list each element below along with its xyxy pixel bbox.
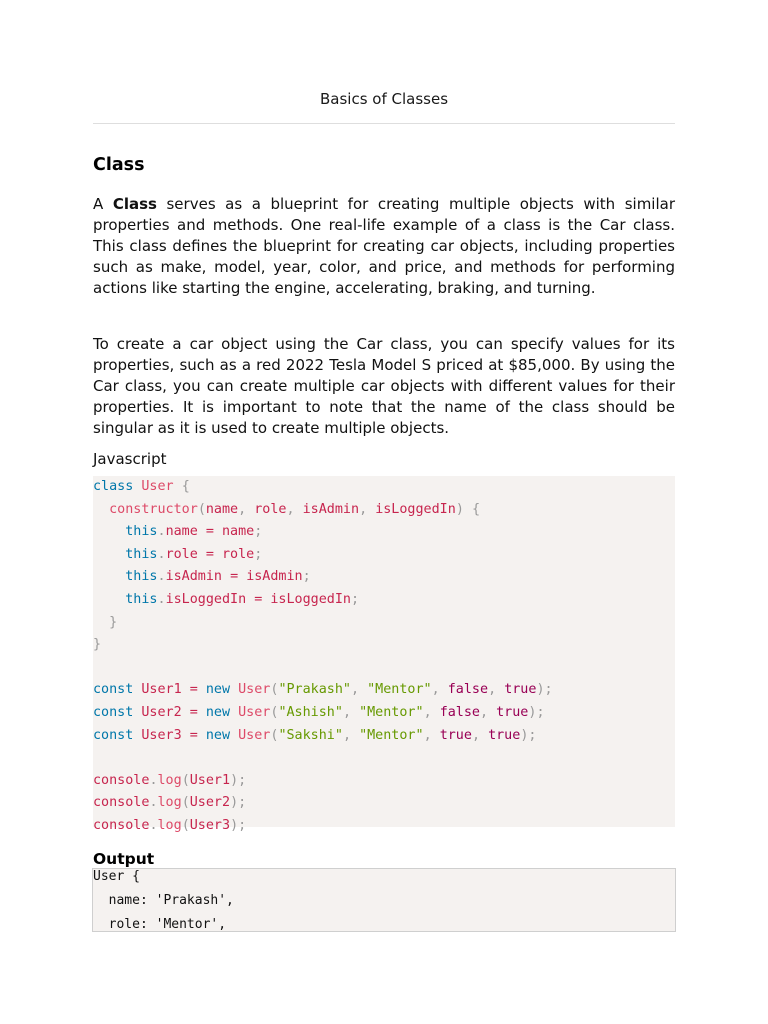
document-title: Basics of Classes — [319, 90, 449, 108]
code-line: console.log(User2); — [93, 795, 247, 811]
code-line: this.isAdmin = isAdmin; — [125, 569, 311, 585]
code-line: } — [109, 614, 118, 630]
output-line: name: 'Prakash', — [93, 893, 234, 908]
intro-bold-term: Class — [112, 195, 157, 213]
code-line: const User3 = new User("Sakshi", "Mentor", true, true); — [93, 727, 537, 743]
code-language-label: Javascript — [93, 450, 167, 468]
code-line: } — [93, 637, 102, 653]
code-line: console.log(User3); — [93, 817, 247, 833]
code-line: class User { — [93, 479, 190, 494]
output-block — [92, 868, 676, 932]
output-line: User { — [93, 869, 140, 884]
car-example-paragraph: To create a car object using the Car class, you can specify values for its properties, such as a red 2022 Tesla Model S priced at $85,000. By using the Car class, you can create multiple car objects with different values for their properties. It is important to note that the name of the class should be singular as it is used to create multiple objects. — [93, 335, 675, 437]
section-heading: Class — [93, 155, 145, 175]
code-line: this.role = role; — [125, 546, 263, 562]
code-line: this.name = name; — [125, 524, 263, 540]
intro-lead: A — [93, 195, 113, 213]
code-line: this.isLoggedIn = isLoggedIn; — [125, 591, 360, 607]
code-line: const User2 = new User("Ashish", "Mentor", false, true); — [93, 704, 545, 720]
code-line: constructor(name, role, isAdmin, isLoggedIn) { — [109, 501, 480, 517]
code-block — [93, 476, 675, 833]
code-line — [93, 747, 675, 770]
intro-paragraph — [93, 194, 675, 299]
title-divider — [93, 123, 675, 124]
output-line: role: 'Mentor', — [93, 917, 227, 932]
output-heading: Output — [93, 850, 155, 868]
code-line: const User1 = new User("Prakash", "Mentor", false, true); — [93, 682, 553, 698]
code-line — [93, 657, 675, 680]
intro-rest: serves as a blueprint for creating multiple objects with similar properties and methods. One real-life example of a class is the Car class. This class defines the blueprint for creating car objects, including properties such as make, model, year, color, and price, and methods for performing actions like starting the engine, accelerating, braking, and turning. — [93, 195, 675, 297]
code-line: console.log(User1); — [93, 772, 247, 788]
